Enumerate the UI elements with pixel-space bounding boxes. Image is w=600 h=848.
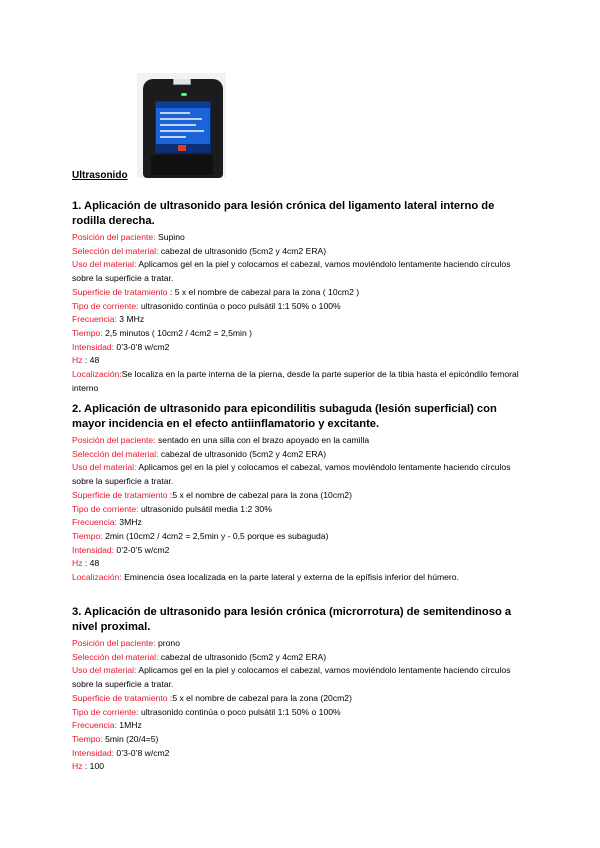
field-label: Tipo de corriente: [72,503,139,514]
device-body [143,79,223,178]
field-row [72,503,530,517]
field-row [72,760,530,774]
field-row [72,489,530,503]
field-label: Frecuencia: [72,314,117,325]
field-value: ultrasonido pulsátil media 1:2 30% [138,503,272,514]
field-label: Tiempo: [72,733,103,744]
field-row [72,637,530,651]
field-label: Tipo de corriente: [72,706,139,717]
field-label: Hz [72,355,83,366]
field-label: Frecuencia: [72,720,117,731]
field-row [72,341,530,355]
field-value: Se localiza en la parte interna de la pierna, desde la parte superior de la tibia hasta el epicóndilo femoral interno [72,369,519,393]
field-label: Tipo de corriente: [72,300,139,311]
field-value: Eminencia ósea localizada en la parte lateral y externa de la epífisis inferior del húmero. [121,572,459,583]
field-value: : 100 [82,761,105,772]
field-value: Aplicamos gel en la piel y colocamos el cabezal, vamos moviéndolo lentamente haciendo círculos sobre la superficie a tratar. [72,665,511,690]
field-label: Hz [72,558,83,569]
field-row [72,461,530,488]
field-row [72,448,530,462]
field-value: 0’3-0’8 w/cm2 [114,341,170,352]
field-value: prono [155,638,180,648]
field-value: : 5 x el nombre de cabezal para la zona ( 10cm2 ) [167,286,360,297]
field-label: Intensidad: [72,341,115,352]
field-row [72,530,530,544]
field-label: Uso del material: [72,259,137,270]
field-value: :5 x el nombre de cabezal para la zona (20cm2) [167,692,352,703]
device-control-panel [151,155,213,175]
field-label: Superficie de tratamiento [72,692,168,703]
field-row [72,651,530,665]
field-row [72,368,530,395]
field-value: 1MHz [116,720,142,731]
field-value: 0’3-0’8 w/cm2 [114,747,170,758]
field-row [72,258,530,285]
field-row [72,313,530,327]
field-row [72,733,530,747]
section-title: 1. Aplicación de ultrasonido para lesión crónica del ligamento lateral interno de rodilla derecha. [72,200,495,227]
field-label: Selección del material: [72,245,159,256]
field-row [72,544,530,558]
field-row [72,300,530,314]
section-title: 2. Aplicación de ultrasonido para epicondilitis subaguda (lesión superficial) con mayor incidencia en el efecto antiinflamatorio y excitante. [72,403,497,430]
field-label: Superficie de tratamiento [72,489,168,500]
field-label: Superficie de tratamiento [72,286,168,297]
field-value: 3 MHz [116,314,145,325]
field-label: Posición del paciente: [72,232,156,242]
field-row [72,747,530,761]
field-value: sentado en una silla con el brazo apoyado en la camilla [155,435,370,445]
field-row [72,327,530,341]
field-row [72,434,530,448]
field-label: Uso del material: [72,665,137,676]
field-label: Frecuencia: [72,517,117,528]
field-value: Aplicamos gel en la piel y colocamos el cabezal, vamos moviéndolo lentamente haciendo círculos sobre la superficie a tratar. [72,259,511,284]
field-label: Posición del paciente: [72,638,156,648]
field-value: Supino [155,232,185,242]
field-label: Localización: [72,572,122,583]
ultrasound-device-photo [137,73,226,178]
field-label: Localización: [72,369,122,380]
field-value: cabezal de ultrasonido (5cm2 y 4cm2 ERA) [158,448,327,459]
section-3 [72,605,530,774]
field-row [72,571,530,585]
field-row [72,664,530,691]
field-row [72,286,530,300]
field-value: cabezal de ultrasonido (5cm2 y 4cm2 ERA) [158,245,327,256]
field-label: Tiempo: [72,327,103,338]
field-value: : 48 [82,558,100,569]
field-label: Tiempo: [72,530,103,541]
page-heading: Ultrasonido [72,170,128,181]
field-value: 3MHz [116,517,142,528]
field-label: Uso del material: [72,462,137,473]
field-row [72,231,530,245]
field-row [72,706,530,720]
section-2 [72,402,530,585]
section-title: 3. Aplicación de ultrasonido para lesión crónica (microrrotura) de semitendinoso a nivel proximal. [72,606,512,633]
field-row [72,557,530,571]
section-1 [72,199,530,395]
power-led [181,93,187,96]
field-value: ultrasonido continúa o poco pulsátil 1:1 50% o 100% [138,300,341,311]
field-value: 2,5 minutos ( 10cm2 / 4cm2 = 2,5min ) [102,327,252,338]
field-label: Posición del paciente: [72,435,156,445]
field-value: : 48 [82,355,100,366]
device-screen [155,101,211,153]
field-value: ultrasonido continúa o poco pulsátil 1:1 50% o 100% [138,706,341,717]
field-row [72,354,530,368]
field-row [72,245,530,259]
field-row [72,719,530,733]
field-value: 5min (20/4=5) [102,733,159,744]
field-row [72,516,530,530]
field-row [72,692,530,706]
field-value: cabezal de ultrasonido (5cm2 y 4cm2 ERA) [158,651,327,662]
field-value: 0’2-0’5 w/cm2 [114,544,170,555]
field-value: Aplicamos gel en la piel y colocamos el cabezal, vamos moviéndolo lentamente haciendo círculos sobre la superficie a tratar. [72,462,511,487]
field-label: Hz [72,761,83,772]
field-label: Intensidad: [72,747,115,758]
field-value: 2min (10cm2 / 4cm2 = 2,5min y - 0,5 porque es subaguda) [102,530,329,541]
field-value: :5 x el nombre de cabezal para la zona (10cm2) [167,489,352,500]
field-label: Intensidad: [72,544,115,555]
field-label: Selección del material: [72,651,159,662]
field-label: Selección del material: [72,448,159,459]
device-clip [173,79,191,85]
